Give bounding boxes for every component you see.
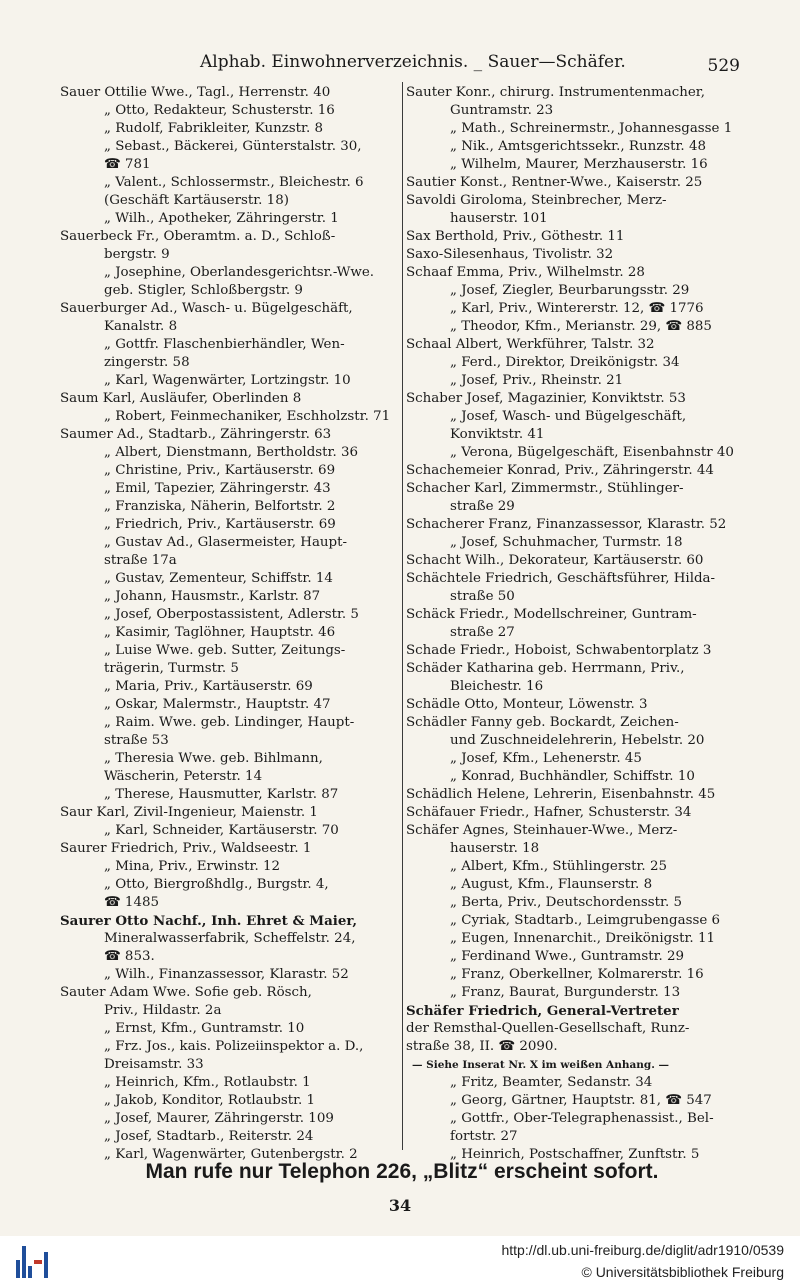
- directory-entry: „ Rudolf, Fabrikleiter, Kunzstr. 8: [104, 121, 324, 136]
- directory-entry: „ Theresia Wwe. geb. Bihlmann,: [104, 751, 323, 766]
- directory-entry: Schäfer Friedrich, General-Vertreter: [406, 1003, 679, 1019]
- library-logo-icon: [12, 1242, 52, 1282]
- directory-entry: „ Ernst, Kfm., Guntramstr. 10: [104, 1021, 305, 1036]
- directory-entry: „ Raim. Wwe. geb. Lindinger, Haupt-: [104, 715, 355, 730]
- directory-entry: „ Ferdinand Wwe., Guntramstr. 29: [450, 949, 685, 964]
- directory-entry: und Zuschneidelehrerin, Hebelstr. 20: [450, 733, 705, 748]
- directory-entry: „ Ferd., Direktor, Dreikönigstr. 34: [450, 355, 680, 370]
- directory-entry: Schäfer Agnes, Steinhauer-Wwe., Merz-: [406, 823, 678, 838]
- directory-entry: Schaber Josef, Magazinier, Konviktstr. 53: [406, 391, 686, 406]
- directory-entry: „ Cyriak, Stadtarb., Leimgrubengasse 6: [450, 913, 721, 928]
- directory-entry: ☎ 1485: [104, 895, 160, 910]
- directory-entry: Sauter Konr., chirurg. Instrumentenmacher,: [406, 85, 705, 100]
- signature-mark: 34: [388, 1196, 412, 1215]
- directory-entry: Sax Berthold, Priv., Göthestr. 11: [406, 229, 625, 244]
- directory-entry: „ Kasimir, Taglöhner, Hauptstr. 46: [104, 625, 336, 640]
- permalink[interactable]: http://dl.ub.uni-freiburg.de/diglit/adr1910/0539: [501, 1242, 784, 1258]
- directory-entry: „ Oskar, Malermstr., Hauptstr. 47: [104, 697, 331, 712]
- directory-entry: „ Eugen, Innenarchit., Dreikönigstr. 11: [450, 931, 715, 946]
- directory-entry: Sauerburger Ad., Wasch- u. Bügelgeschäft,: [60, 301, 353, 316]
- directory-entry: Schacht Wilh., Dekorateur, Kartäuserstr. 60: [406, 553, 704, 568]
- directory-entry: „ Gottfr. Flaschenbierhändler, Wen-: [104, 337, 345, 352]
- directory-entry: „ Robert, Feinmechaniker, Eschholzstr. 71: [104, 409, 391, 424]
- directory-entry: straße 53: [104, 733, 169, 748]
- directory-entry: Sauer Ottilie Wwe., Tagl., Herrenstr. 40: [60, 85, 331, 100]
- directory-entry: Schächtele Friedrich, Geschäftsführer, Hilda-: [406, 571, 716, 586]
- directory-entry: „ Math., Schreinermstr., Johannesgasse 1: [450, 121, 733, 136]
- directory-entry: „ Franz, Oberkellner, Kolmarerstr. 16: [450, 967, 704, 982]
- directory-entry: „ Berta, Priv., Deutschordensstr. 5: [450, 895, 683, 910]
- directory-entry: Schade Friedr., Hoboist, Schwabentorplatz 3: [406, 643, 712, 658]
- directory-entry: trägerin, Turmstr. 5: [104, 661, 239, 676]
- directory-entry: Schacher Karl, Zimmermstr., Stühlinger-: [406, 481, 684, 496]
- directory-entry: Saum Karl, Ausläufer, Oberlinden 8: [60, 391, 302, 406]
- directory-entry: „ Therese, Hausmutter, Karlstr. 87: [104, 787, 339, 802]
- directory-entry: ☎ 853.: [104, 949, 155, 964]
- directory-entry: „ Luise Wwe. geb. Sutter, Zeitungs-: [104, 643, 346, 658]
- running-title: Alphab. Einwohnerverzeichnis. _ Sauer—Schäfer.: [200, 52, 626, 72]
- directory-entry: „ August, Kfm., Flaunserstr. 8: [450, 877, 653, 892]
- directory-entry: Schädler Fanny geb. Bockardt, Zeichen-: [406, 715, 679, 730]
- directory-entry: Schacherer Franz, Finanzassessor, Klarastr. 52: [406, 517, 727, 532]
- directory-entry: Dreisamstr. 33: [104, 1057, 204, 1072]
- directory-entry: „ Gottfr., Ober-Telegraphenassist., Bel-: [450, 1111, 714, 1126]
- directory-entry: „ Jakob, Konditor, Rotlaubstr. 1: [104, 1093, 316, 1108]
- directory-entry: „ Karl, Wagenwärter, Lortzingstr. 10: [104, 373, 351, 388]
- directory-entry: Savoldi Giroloma, Steinbrecher, Merz-: [406, 193, 667, 208]
- directory-entry: „ Gustav Ad., Glasermeister, Haupt-: [104, 535, 348, 550]
- directory-entry: ☎ 781: [104, 157, 151, 172]
- directory-entry: „ Josephine, Oberlandesgerichtsr.-Wwe.: [104, 265, 375, 280]
- directory-entry: Schaal Albert, Werkführer, Talstr. 32: [406, 337, 655, 352]
- directory-entry: Bleichestr. 16: [450, 679, 544, 694]
- directory-entry: „ Heinrich, Postschaffner, Zunftstr. 5: [450, 1147, 700, 1162]
- directory-entry: „ Josef, Ziegler, Beurbarungsstr. 29: [450, 283, 690, 298]
- directory-entry: Priv., Hildastr. 2a: [104, 1003, 222, 1018]
- directory-entry: Schachemeier Konrad, Priv., Zähringerstr. 44: [406, 463, 714, 478]
- directory-entry: „ Maria, Priv., Kartäuserstr. 69: [104, 679, 313, 694]
- directory-entry: „ Georg, Gärtner, Hauptstr. 81, ☎ 547: [450, 1093, 712, 1108]
- directory-entry: straße 50: [450, 589, 515, 604]
- directory-entry: Sautier Konst., Rentner-Wwe., Kaiserstr. 25: [406, 175, 703, 190]
- directory-entry: Wäscherin, Peterstr. 14: [104, 769, 263, 784]
- copyright-notice: © Universitätsbibliothek Freiburg: [581, 1264, 784, 1280]
- directory-entry: Schäfauer Friedr., Hafner, Schusterstr. 34: [406, 805, 692, 820]
- directory-entry: der Remsthal-Quellen-Gesellschaft, Runz-: [406, 1021, 690, 1036]
- directory-entry: „ Johann, Hausmstr., Karlstr. 87: [104, 589, 321, 604]
- directory-entry: (Geschäft Kartäuserstr. 18): [104, 193, 289, 208]
- directory-entry: „ Josef, Wasch- und Bügelgeschäft,: [450, 409, 687, 424]
- directory-entry: geb. Stigler, Schloßbergstr. 9: [104, 283, 303, 298]
- directory-entry: — Siehe Inserat Nr. X im weißen Anhang. —: [412, 1059, 670, 1071]
- directory-entry: hauserstr. 101: [450, 211, 548, 226]
- directory-entry: bergstr. 9: [104, 247, 170, 262]
- directory-entry: „ Friedrich, Priv., Kartäuserstr. 69: [104, 517, 336, 532]
- directory-entry: „ Emil, Tapezier, Zähringerstr. 43: [104, 481, 331, 496]
- directory-entry: „ Theodor, Kfm., Merianstr. 29, ☎ 885: [450, 319, 712, 334]
- right-column: [406, 84, 740, 1164]
- directory-entry: Schäder Katharina geb. Herrmann, Priv.,: [406, 661, 685, 676]
- page-header: [60, 52, 740, 78]
- directory-entry: Schäck Friedr., Modellschreiner, Guntram-: [406, 607, 697, 622]
- directory-entry: Saurer Otto Nachf., Inh. Ehret & Maier,: [60, 913, 358, 929]
- directory-entry: „ Josef, Maurer, Zähringerstr. 109: [104, 1111, 334, 1126]
- directory-entry: „ Konrad, Buchhändler, Schiffstr. 10: [450, 769, 695, 784]
- directory-entry: straße 17a: [104, 553, 177, 568]
- directory-entry: „ Sebast., Bäckerei, Günterstalstr. 30,: [104, 139, 362, 154]
- directory-entry: „ Otto, Redakteur, Schusterstr. 16: [104, 103, 335, 118]
- directory-entry: „ Josef, Oberpostassistent, Adlerstr. 5: [104, 607, 359, 622]
- directory-entry: „ Mina, Priv., Erwinstr. 12: [104, 859, 281, 874]
- directory-entry: „ Karl, Priv., Wintererstr. 12, ☎ 1776: [450, 301, 704, 316]
- directory-entry: „ Valent., Schlossermstr., Bleichestr. 6: [104, 175, 364, 190]
- directory-entry: hauserstr. 18: [450, 841, 540, 856]
- directory-entry: Konviktstr. 41: [450, 427, 545, 442]
- directory-entry: zingerstr. 58: [104, 355, 190, 370]
- directory-entry: Saumer Ad., Stadtarb., Zähringerstr. 63: [60, 427, 332, 442]
- directory-entry: „ Albert, Kfm., Stühlingerstr. 25: [450, 859, 667, 874]
- directory-entry: Schädle Otto, Monteur, Löwenstr. 3: [406, 697, 648, 712]
- directory-entry: „ Karl, Schneider, Kartäuserstr. 70: [104, 823, 339, 838]
- directory-entry: Sauerbeck Fr., Oberamtm. a. D., Schloß-: [60, 229, 336, 244]
- directory-entry: straße 29: [450, 499, 515, 514]
- directory-entry: Schaaf Emma, Priv., Wilhelmstr. 28: [406, 265, 645, 280]
- column-divider: [402, 82, 403, 1150]
- directory-entry: „ Wilh., Finanzassessor, Klarastr. 52: [104, 967, 349, 982]
- directory-entry: straße 27: [450, 625, 515, 640]
- directory-entry: „ Karl, Wagenwärter, Gutenbergstr. 2: [104, 1147, 358, 1162]
- directory-entry: „ Gustav, Zementeur, Schiffstr. 14: [104, 571, 333, 586]
- left-column: [60, 84, 396, 1164]
- directory-entry: „ Josef, Kfm., Lehenerstr. 45: [450, 751, 642, 766]
- directory-entry: „ Wilhelm, Maurer, Merzhauserstr. 16: [450, 157, 708, 172]
- directory-entry: Saxo-Silesenhaus, Tivolistr. 32: [406, 247, 614, 262]
- directory-entry: „ Verona, Bügelgeschäft, Eisenbahnstr 40: [450, 445, 734, 460]
- directory-entry: „ Josef, Schuhmacher, Turmstr. 18: [450, 535, 683, 550]
- directory-entry: „ Franziska, Näherin, Belfortstr. 2: [104, 499, 336, 514]
- directory-entry: Kanalstr. 8: [104, 319, 178, 334]
- directory-entry: fortstr. 27: [450, 1129, 518, 1144]
- directory-entry: „ Josef, Stadtarb., Reiterstr. 24: [104, 1129, 314, 1144]
- telephone-advertisement: Man rufe nur Telephon 226, „Blitz“ erscheint sofort.: [145, 1160, 659, 1183]
- directory-entry: „ Wilh., Apotheker, Zähringerstr. 1: [104, 211, 339, 226]
- directory-entry: Sauter Adam Wwe. Sofie geb. Rösch,: [60, 985, 312, 1000]
- directory-entry: „ Fritz, Beamter, Sedanstr. 34: [450, 1075, 653, 1090]
- directory-entry: „ Frz. Jos., kais. Polizeiinspektor a. D.,: [104, 1039, 364, 1054]
- directory-entry: straße 38, II. ☎ 2090.: [406, 1039, 558, 1054]
- directory-entry: „ Heinrich, Kfm., Rotlaubstr. 1: [104, 1075, 311, 1090]
- directory-entry: „ Albert, Dienstmann, Bertholdstr. 36: [104, 445, 359, 460]
- directory-entry: Saurer Friedrich, Priv., Waldseestr. 1: [60, 841, 312, 856]
- viewer-bar: [0, 1236, 800, 1288]
- directory-entry: „ Nik., Amtsgerichtssekr., Runzstr. 48: [450, 139, 706, 154]
- directory-entry: Schädlich Helene, Lehrerin, Eisenbahnstr. 45: [406, 787, 716, 802]
- directory-entry: Guntramstr. 23: [450, 103, 554, 118]
- directory-entry: „ Josef, Priv., Rheinstr. 21: [450, 373, 624, 388]
- directory-entry: „ Christine, Priv., Kartäuserstr. 69: [104, 463, 336, 478]
- page-number: 529: [707, 56, 740, 76]
- directory-entry: Mineralwasserfabrik, Scheffelstr. 24,: [104, 931, 356, 946]
- directory-entry: „ Franz, Baurat, Burgunderstr. 13: [450, 985, 681, 1000]
- directory-entry: „ Otto, Biergroßhdlg., Burgstr. 4,: [104, 877, 329, 892]
- directory-entry: Saur Karl, Zivil-Ingenieur, Maienstr. 1: [60, 805, 318, 820]
